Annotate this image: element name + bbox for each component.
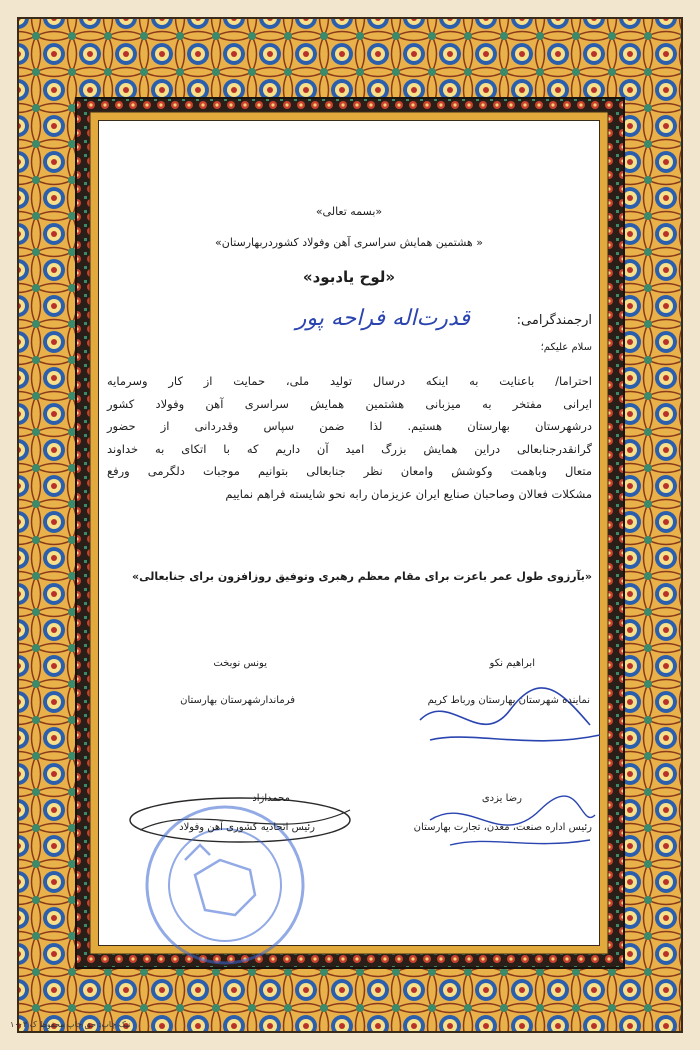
- event-title: « هشتمین همایش سراسری آهن وفولاد کشوردربهارستان»: [215, 236, 483, 249]
- body-line: ایرانی مفتخر به میزبانی هشتمین همایش سراسری آهن وفولاد کشور: [107, 396, 592, 411]
- signatory-4-name: محمدازاد: [252, 793, 290, 804]
- signatory-3-name: رضا یزدی: [481, 793, 522, 804]
- body-line: گرانقدرجنابعالی دراین همایش بزرگ امید آن داریم که با اتکای به خداوند: [107, 441, 592, 456]
- basmala-heading: «بسمه تعالی»: [315, 205, 383, 218]
- closing-wish: «بآرزوی طول عمر باعزت برای مقام معظم رهبری وتوفیق روزافزون برای جنابعالی»: [132, 570, 592, 583]
- signatory-2-title: فرماندارشهرستان بهارستان: [180, 695, 295, 706]
- recipient-label: ارجمندگرامی:: [516, 313, 592, 328]
- signature-scribble-1: [410, 680, 610, 760]
- signatory-1-name: ابراهیم نکو: [489, 658, 535, 669]
- body-paragraph: [107, 370, 592, 505]
- signatory-2-name: یونس نوبخت: [213, 658, 267, 669]
- body-line: درشهرستان بهارستان هستیم. لذا ضمن سپاس وقدردانی از حضور: [107, 419, 592, 433]
- greeting: سلام علیکم؛: [540, 342, 592, 353]
- signatory-3-title: رئیس اداره صنعت، معدن، تجارت بهارستان: [413, 822, 592, 833]
- body-line: مشکلات فعالان وصاحبان صنایع ایران عزیزمان رابه نحو شایسته فراهم نماییم: [225, 486, 592, 501]
- body-line: متعال وباهمت وکوشش وامعان نظر جنابعالی بتوانیم موجبات دلگرمی ورفع: [107, 464, 592, 478]
- printer-credit: نیک چاپ: حق چاپ محفوظ ک ۱۰۰۳: [10, 1020, 131, 1029]
- signatory-1-title: نماینده شهرستان بهارستان ورباط کریم: [427, 695, 590, 706]
- document-title: «لوح یادبود»: [302, 268, 396, 286]
- recipient-handwritten-name: قدرت‌اله فراحه پور: [295, 306, 470, 331]
- body-line: احتراما/ باعنایت به اینکه درسال تولید ملی، حمایت از کار وسرمایه: [107, 374, 592, 388]
- signatory-4-title: رئیس اتحادیه کشوری آهن وفولاد: [179, 822, 315, 833]
